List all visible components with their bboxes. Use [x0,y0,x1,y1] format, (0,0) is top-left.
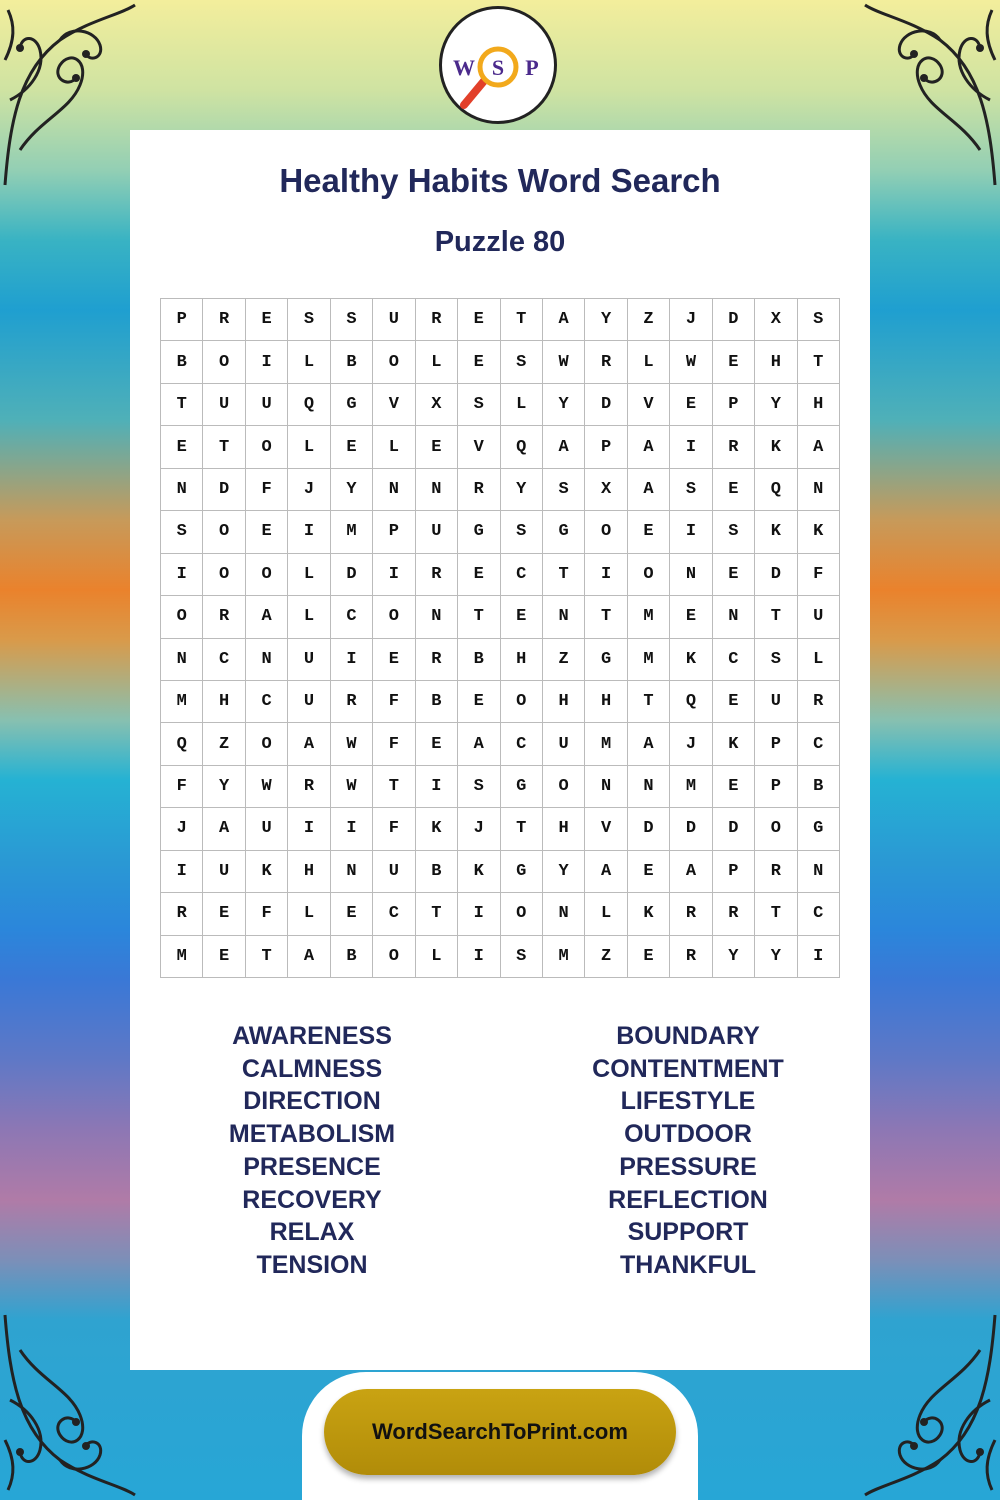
grid-cell[interactable]: B [416,681,458,723]
grid-cell[interactable]: U [543,723,585,765]
logo-letter-w: W [453,55,475,80]
grid-cell[interactable]: E [331,893,373,935]
grid-cell[interactable]: R [161,893,203,935]
grid-cell[interactable]: E [246,511,288,553]
grid-cell[interactable]: S [288,299,330,341]
word-item: OUTDOOR [624,1120,752,1149]
word-item: PRESSURE [619,1152,757,1181]
grid-cell[interactable]: E [670,384,712,426]
grid-cell[interactable]: V [628,384,670,426]
grid-cell[interactable]: L [628,341,670,383]
grid-cell[interactable]: V [458,426,500,468]
grid-cell[interactable]: F [798,554,840,596]
word-item: CALMNESS [241,1054,383,1083]
grid-cell[interactable]: T [203,426,245,468]
grid-cell[interactable]: I [331,639,373,681]
grid-cell[interactable]: T [543,554,585,596]
grid-cell[interactable]: W [246,766,288,808]
grid-cell[interactable]: G [501,766,543,808]
grid-cell[interactable]: O [755,808,797,850]
grid-cell[interactable]: F [373,681,415,723]
grid-cell[interactable]: A [585,851,627,893]
grid-cell[interactable]: R [670,936,712,978]
grid-cell[interactable]: O [246,723,288,765]
page-title: Healthy Habits Word Search [279,162,721,199]
grid-cell[interactable]: C [798,893,840,935]
word-item: LIFESTYLE [620,1087,756,1116]
grid-cell[interactable]: H [755,341,797,383]
grid-cell[interactable]: H [543,808,585,850]
word-item: CONTENTMENT [592,1054,784,1083]
word-item: BOUNDARY [616,1022,760,1050]
grid-cell[interactable]: X [416,384,458,426]
grid-cell[interactable]: E [203,893,245,935]
grid-cell[interactable]: H [798,384,840,426]
grid-cell[interactable]: Z [543,639,585,681]
grid-cell[interactable]: I [161,554,203,596]
grid-cell[interactable]: E [416,723,458,765]
grid-cell[interactable]: W [670,341,712,383]
grid-cell[interactable]: M [161,681,203,723]
grid-cell[interactable]: B [331,936,373,978]
grid-cell[interactable]: E [161,426,203,468]
grid-cell[interactable]: Q [755,469,797,511]
grid-cell[interactable]: S [670,469,712,511]
grid-cell[interactable]: E [628,511,670,553]
magnifier-icon [442,9,554,121]
grid-cell[interactable]: W [331,766,373,808]
grid-cell[interactable]: O [628,554,670,596]
grid-cell[interactable]: C [331,596,373,638]
grid-cell[interactable]: R [331,681,373,723]
grid-cell[interactable]: Y [543,851,585,893]
grid-cell[interactable]: T [798,341,840,383]
grid-cell[interactable]: K [713,723,755,765]
grid-cell[interactable]: L [416,341,458,383]
grid-cell[interactable]: D [203,469,245,511]
grid-cell[interactable]: B [161,341,203,383]
grid-cell[interactable]: E [628,936,670,978]
grid-cell[interactable]: N [161,469,203,511]
grid-cell[interactable]: S [755,639,797,681]
grid-cell[interactable]: P [161,299,203,341]
puzzle-number: Puzzle 80 [434,226,566,258]
word-item: AWARENESS [232,1022,392,1050]
grid-cell[interactable]: H [203,681,245,723]
grid-cell[interactable]: F [246,893,288,935]
grid-cell[interactable]: L [416,936,458,978]
grid-cell[interactable]: D [628,808,670,850]
logo-letter-s: S [491,55,505,80]
grid-cell[interactable]: Q [670,681,712,723]
grid-cell[interactable]: T [501,299,543,341]
grid-cell[interactable]: I [670,511,712,553]
grid-cell[interactable]: E [713,469,755,511]
grid-cell[interactable]: L [501,384,543,426]
grid-cell[interactable]: N [713,596,755,638]
grid-cell[interactable]: E [416,426,458,468]
grid-cell[interactable]: L [288,426,330,468]
grid-cell[interactable]: E [713,681,755,723]
grid-cell[interactable]: S [543,469,585,511]
grid-cell[interactable]: C [501,723,543,765]
grid-cell[interactable]: Y [501,469,543,511]
grid-cell[interactable]: I [458,936,500,978]
grid-cell[interactable]: G [543,511,585,553]
grid-cell[interactable]: T [458,596,500,638]
grid-cell[interactable]: B [458,639,500,681]
grid-cell[interactable]: Y [755,384,797,426]
word-item: RECOVERY [242,1185,382,1214]
grid-cell[interactable]: S [458,766,500,808]
grid-cell[interactable]: E [458,554,500,596]
grid-cell[interactable]: O [585,511,627,553]
word-item: RELAX [269,1218,355,1247]
website-link-button[interactable] [324,1389,676,1475]
grid-cell[interactable]: Y [331,469,373,511]
grid-cell[interactable]: A [628,723,670,765]
grid-cell[interactable]: Y [713,936,755,978]
grid-cell[interactable]: N [798,851,840,893]
grid-cell[interactable]: R [203,299,245,341]
wsp-logo[interactable] [439,6,557,124]
grid-cell[interactable]: T [416,893,458,935]
grid-cell[interactable]: I [798,936,840,978]
grid-cell[interactable]: D [713,808,755,850]
grid-cell[interactable]: N [585,766,627,808]
grid-cell[interactable]: J [670,723,712,765]
grid-cell[interactable]: Q [161,723,203,765]
grid-cell[interactable]: J [288,469,330,511]
grid-cell[interactable]: L [288,554,330,596]
grid-cell[interactable]: P [373,511,415,553]
grid-cell[interactable]: F [373,808,415,850]
grid-cell[interactable]: T [628,681,670,723]
grid-cell[interactable]: R [798,681,840,723]
logo-letter-p: P [525,55,539,80]
grid-cell[interactable]: O [501,893,543,935]
grid-cell[interactable]: R [458,469,500,511]
grid-cell[interactable]: W [331,723,373,765]
grid-cell[interactable]: S [501,936,543,978]
grid-cell[interactable]: E [246,299,288,341]
grid-cell[interactable]: H [288,851,330,893]
grid-cell[interactable]: O [203,511,245,553]
grid-cell[interactable]: I [331,808,373,850]
grid-cell[interactable]: U [203,384,245,426]
grid-cell[interactable]: E [628,851,670,893]
grid-cell[interactable]: C [203,639,245,681]
grid-cell[interactable]: P [755,723,797,765]
grid-cell[interactable]: L [288,893,330,935]
grid-cell[interactable]: U [798,596,840,638]
grid-cell[interactable]: O [203,554,245,596]
grid-cell[interactable]: N [628,766,670,808]
grid-cell[interactable]: Z [585,936,627,978]
grid-cell[interactable]: K [458,851,500,893]
grid-cell[interactable]: K [755,426,797,468]
grid-cell[interactable]: R [713,426,755,468]
grid-cell[interactable]: U [373,851,415,893]
grid-cell[interactable]: A [543,426,585,468]
grid-cell[interactable]: N [543,596,585,638]
grid-cell[interactable]: B [331,341,373,383]
corner-ornament-bottom-right [860,1310,1000,1500]
grid-cell[interactable]: S [713,511,755,553]
grid-cell[interactable]: R [288,766,330,808]
grid-cell[interactable]: I [416,766,458,808]
grid-cell[interactable]: R [585,341,627,383]
grid-cell[interactable]: G [798,808,840,850]
grid-cell[interactable]: U [416,511,458,553]
grid-cell[interactable]: B [416,851,458,893]
grid-cell[interactable]: T [161,384,203,426]
grid-cell[interactable]: A [628,469,670,511]
grid-cell[interactable]: Y [543,384,585,426]
grid-cell[interactable]: S [458,384,500,426]
grid-cell[interactable]: A [288,936,330,978]
grid-cell[interactable]: L [585,893,627,935]
word-item: DIRECTION [243,1087,381,1116]
grid-cell[interactable]: E [331,426,373,468]
grid-cell[interactable]: H [501,639,543,681]
grid-cell[interactable]: G [585,639,627,681]
grid-cell[interactable]: O [373,596,415,638]
grid-cell[interactable]: R [755,851,797,893]
grid-cell[interactable]: R [203,596,245,638]
grid-cell[interactable]: I [161,851,203,893]
grid-cell[interactable]: A [203,808,245,850]
grid-cell[interactable]: N [670,554,712,596]
grid-cell[interactable]: K [628,893,670,935]
grid-cell[interactable]: C [501,554,543,596]
grid-cell[interactable]: Y [203,766,245,808]
grid-cell[interactable]: L [288,341,330,383]
grid-cell[interactable]: E [458,681,500,723]
grid-cell[interactable]: N [543,893,585,935]
grid-cell[interactable]: A [543,299,585,341]
grid-cell[interactable]: E [203,936,245,978]
grid-cell[interactable]: E [713,766,755,808]
grid-cell[interactable]: H [543,681,585,723]
grid-cell[interactable]: S [501,341,543,383]
grid-cell[interactable]: L [373,426,415,468]
grid-cell[interactable]: A [798,426,840,468]
grid-cell[interactable]: M [543,936,585,978]
grid-cell[interactable]: D [713,299,755,341]
grid-cell[interactable]: I [288,808,330,850]
grid-cell[interactable]: O [501,681,543,723]
word-item: PRESENCE [243,1152,381,1181]
word-item: SUPPORT [627,1218,749,1247]
grid-cell[interactable]: O [373,936,415,978]
grid-cell[interactable]: M [585,723,627,765]
grid-cell[interactable]: T [501,808,543,850]
grid-cell[interactable]: U [755,681,797,723]
grid-cell[interactable]: C [713,639,755,681]
grid-cell[interactable]: D [331,554,373,596]
grid-cell[interactable]: J [670,299,712,341]
grid-cell[interactable]: E [458,299,500,341]
grid-cell[interactable]: Y [585,299,627,341]
grid-cell[interactable]: L [288,596,330,638]
grid-cell[interactable]: G [331,384,373,426]
grid-cell[interactable]: E [713,554,755,596]
grid-cell[interactable]: F [161,766,203,808]
grid-cell[interactable]: A [246,596,288,638]
grid-cell[interactable]: N [331,851,373,893]
grid-cell[interactable]: T [755,596,797,638]
grid-cell[interactable]: G [458,511,500,553]
grid-cell[interactable]: U [373,299,415,341]
word-item: TENSION [256,1250,368,1279]
grid-cell[interactable]: L [798,639,840,681]
word-item: REFLECTION [608,1185,768,1214]
grid-cell[interactable]: Y [755,936,797,978]
grid-cell[interactable]: I [670,426,712,468]
grid-cell[interactable]: R [713,893,755,935]
grid-cell[interactable]: U [246,808,288,850]
corner-ornament-bottom-left [0,1310,140,1500]
grid-cell[interactable]: V [373,384,415,426]
grid-cell[interactable]: D [670,808,712,850]
grid-cell[interactable]: K [670,639,712,681]
grid-cell[interactable]: S [161,511,203,553]
grid-cell[interactable]: I [288,511,330,553]
grid-cell[interactable]: I [246,341,288,383]
grid-cell[interactable]: G [501,851,543,893]
grid-cell[interactable]: C [246,681,288,723]
grid-cell[interactable]: W [543,341,585,383]
grid-cell[interactable]: S [501,511,543,553]
grid-cell[interactable]: M [628,596,670,638]
word-list-right [538,1020,838,1282]
grid-cell[interactable]: T [373,766,415,808]
grid-cell[interactable]: N [373,469,415,511]
grid-cell[interactable]: B [798,766,840,808]
grid-cell[interactable]: T [246,936,288,978]
grid-cell[interactable]: J [458,808,500,850]
grid-cell[interactable]: Q [288,384,330,426]
grid-cell[interactable]: A [288,723,330,765]
grid-cell[interactable]: V [585,808,627,850]
grid-cell[interactable]: Z [203,723,245,765]
grid-cell[interactable]: M [628,639,670,681]
grid-cell[interactable]: U [288,681,330,723]
grid-cell[interactable]: H [585,681,627,723]
grid-cell[interactable]: A [670,851,712,893]
word-item: THANKFUL [619,1250,757,1279]
grid-cell[interactable]: K [416,808,458,850]
word-list-left [162,1020,462,1282]
grid-cell[interactable]: R [416,299,458,341]
grid-cell[interactable]: R [416,639,458,681]
grid-cell[interactable]: M [161,936,203,978]
grid-cell[interactable]: M [670,766,712,808]
grid-cell[interactable]: P [755,766,797,808]
grid-cell[interactable]: P [585,426,627,468]
grid-cell[interactable]: Q [501,426,543,468]
grid-cell[interactable]: N [246,639,288,681]
grid-cell[interactable]: C [373,893,415,935]
grid-cell[interactable]: I [585,554,627,596]
grid-cell[interactable]: C [798,723,840,765]
grid-cell[interactable]: I [373,554,415,596]
website-link-label: WordSearchToPrint.com [372,1419,628,1444]
word-item: METABOLISM [228,1120,396,1149]
grid-cell[interactable]: E [501,596,543,638]
grid-cell[interactable]: E [373,639,415,681]
grid-cell[interactable]: X [585,469,627,511]
grid-cell[interactable]: K [246,851,288,893]
letter-grid [160,298,840,978]
grid-cell[interactable]: A [628,426,670,468]
grid-cell[interactable]: O [203,341,245,383]
grid-cell[interactable]: D [755,554,797,596]
grid-cell[interactable]: P [713,384,755,426]
grid-cell[interactable]: O [161,596,203,638]
grid-cell[interactable]: N [161,639,203,681]
grid-cell[interactable]: R [416,554,458,596]
grid-cell[interactable]: N [416,596,458,638]
grid-cell[interactable]: T [585,596,627,638]
grid-cell[interactable]: Z [628,299,670,341]
grid-cell[interactable]: K [755,511,797,553]
grid-cell[interactable]: A [458,723,500,765]
grid-cell[interactable]: S [798,299,840,341]
grid-cell[interactable]: S [331,299,373,341]
grid-cell[interactable]: T [755,893,797,935]
grid-cell[interactable]: N [798,469,840,511]
grid-cell[interactable]: U [288,639,330,681]
grid-cell[interactable]: U [203,851,245,893]
grid-cell[interactable]: J [161,808,203,850]
grid-cell[interactable]: D [585,384,627,426]
grid-cell[interactable]: N [416,469,458,511]
grid-cell[interactable]: X [755,299,797,341]
grid-cell[interactable]: E [713,341,755,383]
grid-cell[interactable]: O [543,766,585,808]
grid-cell[interactable]: I [458,893,500,935]
grid-cell[interactable]: E [670,596,712,638]
grid-cell[interactable]: K [798,511,840,553]
grid-cell[interactable]: P [713,851,755,893]
grid-cell[interactable]: M [331,511,373,553]
grid-cell[interactable]: U [246,384,288,426]
grid-cell[interactable]: O [246,554,288,596]
grid-cell[interactable]: O [246,426,288,468]
grid-cell[interactable]: O [373,341,415,383]
grid-cell[interactable]: F [246,469,288,511]
grid-cell[interactable]: F [373,723,415,765]
grid-cell[interactable]: R [670,893,712,935]
grid-cell[interactable]: E [458,341,500,383]
